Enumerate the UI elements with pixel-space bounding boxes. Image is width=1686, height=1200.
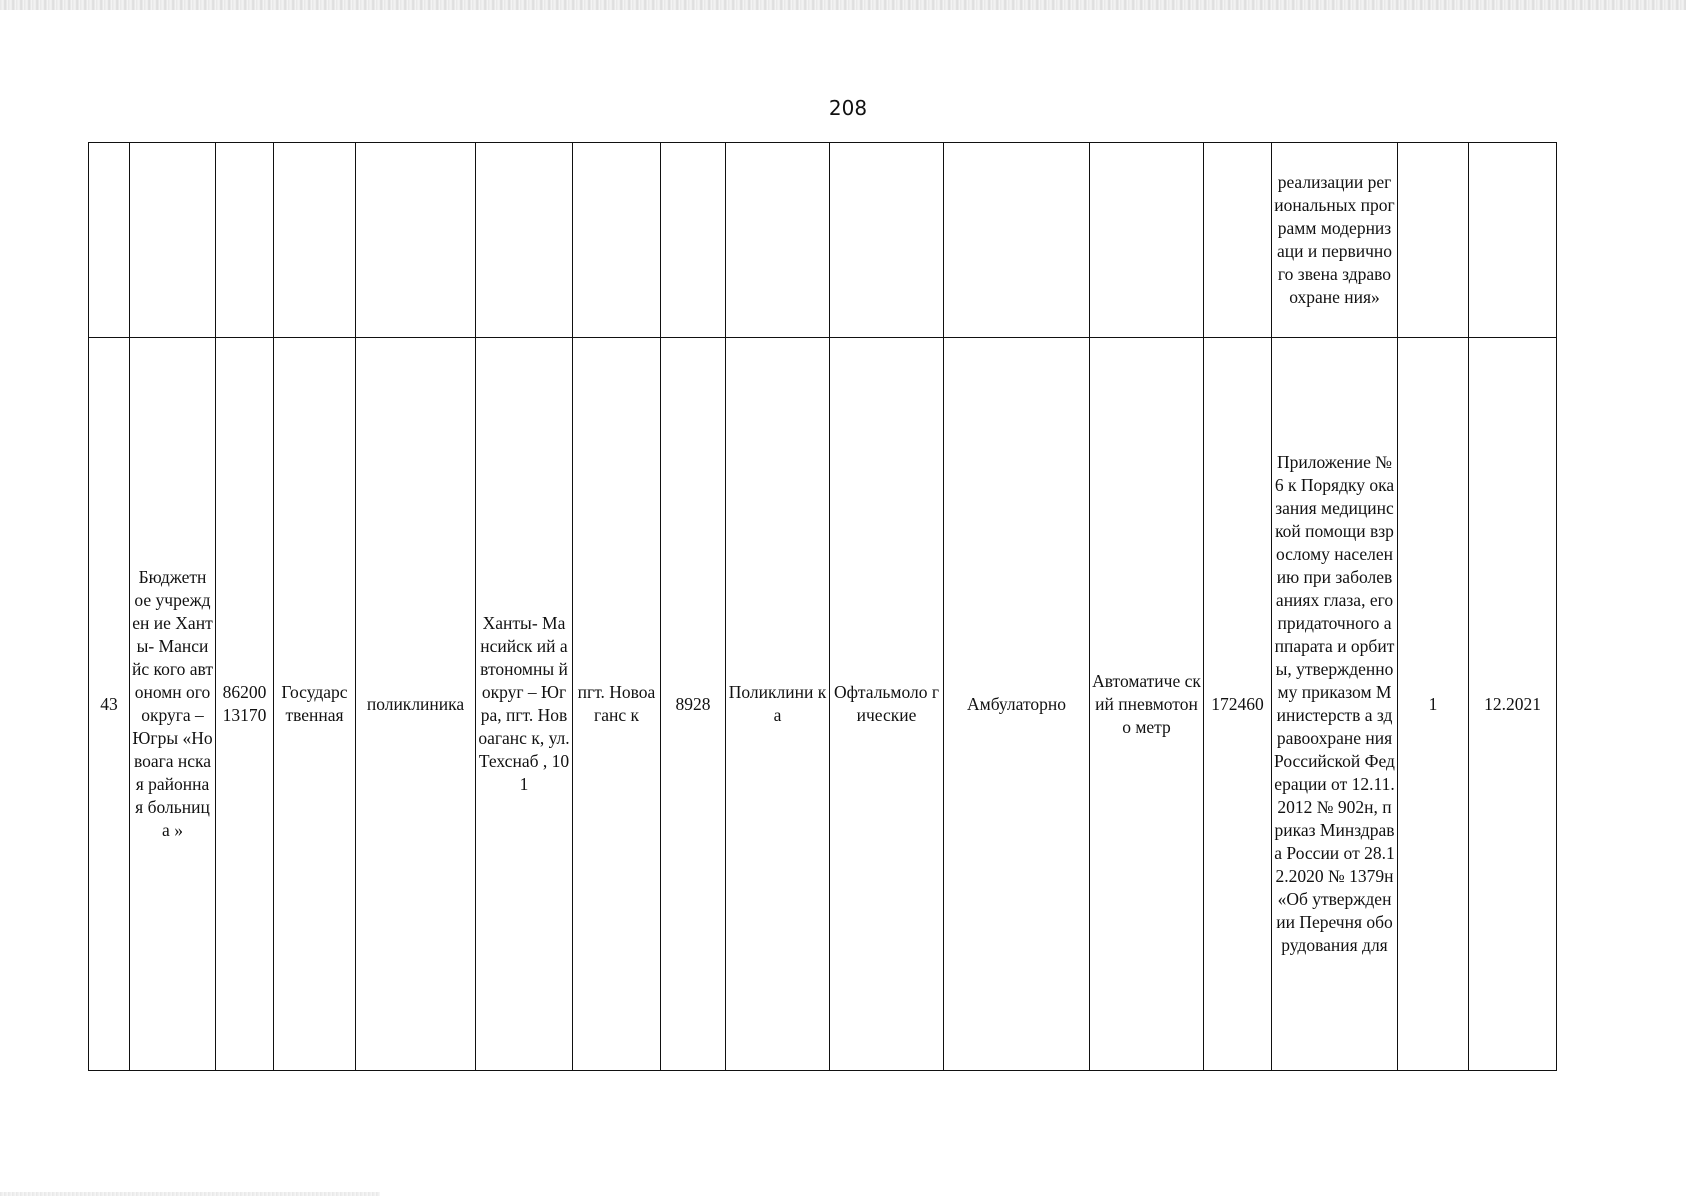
cell-address: Ханты- Мансийск ий автономны й округ – Югра, пгт. Новоаганс к, ул.Техснаб , 101 [476,338,573,1071]
cell-population [661,143,726,338]
cell-profile [830,143,944,338]
cell-ownership: Государс твенная [274,338,356,1071]
cell-address [476,143,573,338]
cell-care-condition: Амбулаторно [944,338,1090,1071]
cell-organization [130,143,216,338]
cell-population: 8928 [661,338,726,1071]
table-row [89,338,1557,1071]
cell-legal-basis: Приложение № 6 к Порядку оказания медицинской помощи взрослому населению при заболеваниях глаза, его придаточного аппарата и орбиты, утвержденно му приказом Министерств а здравоохране ния Российской Федерации от 12.11.2012 № 902н, приказ Минздрава России от 28.12.2020 № 1379н «Об утверждении Перечня оборудования для [1272,338,1398,1071]
cell-organization: Бюджетн ое учрежден ие Ханты- Мансийс кого автономн ого округа – Югры «Новоага нская районная больница » [130,338,216,1071]
cell-type: поликлиника [356,338,476,1071]
cell-care-condition [944,143,1090,338]
cell-code [216,143,274,338]
cell-number [89,143,130,338]
cell-date [1469,143,1557,338]
cell-profile: Офтальмоло гические [830,338,944,1071]
cell-number: 43 [89,338,130,1071]
table-row [89,143,1557,338]
scan-edge-top [0,0,1686,10]
page-number: 208 [828,96,868,120]
cell-unit: Поликлини ка [726,338,830,1071]
cell-equipment: Автоматиче ский пневмотоно метр [1090,338,1204,1071]
cell-quantity: 1 [1398,338,1469,1071]
cell-equipment-code: 172460 [1204,338,1272,1071]
cell-ownership [274,143,356,338]
cell-code: 86200 13170 [216,338,274,1071]
cell-type [356,143,476,338]
cell-date: 12.2021 [1469,338,1557,1071]
equipment-table [88,142,1557,1071]
cell-legal-basis: реализации региональных программ модернизаци и первичного звена здравоохране ния» [1272,143,1398,338]
cell-equipment-code [1204,143,1272,338]
cell-equipment [1090,143,1204,338]
cell-locality: пгт. Новоаганс к [573,338,661,1071]
cell-unit [726,143,830,338]
cell-quantity [1398,143,1469,338]
scan-edge-bottom [0,1192,380,1196]
cell-locality [573,143,661,338]
